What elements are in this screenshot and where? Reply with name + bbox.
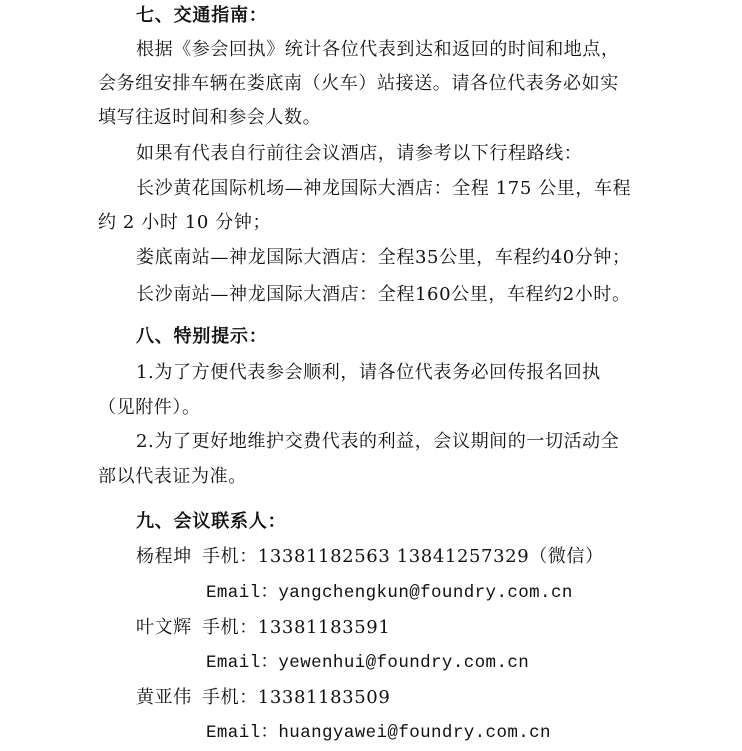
section-heading-notes: 八、特别提示： xyxy=(136,326,268,347)
contact-phone: 手机：13381183591 xyxy=(202,617,391,638)
contact-phone: 手机：13381182563 13841257329（微信） xyxy=(202,546,604,567)
contact-name: 杨程坤 xyxy=(136,546,192,567)
contact-phone-line xyxy=(136,545,604,569)
contact-email: Email：huangyawei@foundry.com.cn xyxy=(206,723,551,743)
contact-name: 黄亚伟 xyxy=(136,687,192,708)
route-line: 约 2 小时 10 分钟； xyxy=(98,212,272,233)
contact-phone-line xyxy=(136,686,390,710)
note-item-line: 1.为了方便代表参会顺利，请各位代表务必回传报名回执 xyxy=(136,362,601,383)
transport-self-travel-note: 如果有代表自行前往会议酒店，请参考以下行程路线： xyxy=(136,143,583,164)
contact-email: Email：yangchengkun@foundry.com.cn xyxy=(206,583,573,603)
note-item-line: 2.为了更好地维护交费代表的利益，会议期间的一切活动全 xyxy=(136,431,620,452)
contact-phone-line xyxy=(136,616,390,640)
section-heading-contacts: 九、会议联系人： xyxy=(136,511,287,532)
transport-paragraph-line: 填写往返时间和参会人数。 xyxy=(98,107,322,128)
section-heading-transport: 七、交通指南： xyxy=(136,5,268,26)
note-item-line: （见附件）。 xyxy=(98,397,201,418)
contact-name: 叶文辉 xyxy=(136,617,192,638)
route-line: 长沙黄花国际机场—神龙国际大酒店：全程 175 公里，车程 xyxy=(136,178,632,199)
contact-phone: 手机：13381183509 xyxy=(202,687,391,708)
transport-paragraph-line: 会务组安排车辆在娄底南（火车）站接送。请各位代表务必如实 xyxy=(98,73,619,94)
transport-paragraph-line: 根据《参会回执》统计各位代表到达和返回的时间和地点， xyxy=(136,39,620,60)
route-line: 长沙南站—神龙国际大酒店：全程160公里，车程约2小时。 xyxy=(136,284,631,305)
route-line: 娄底南站—神龙国际大酒店：全程35公里，车程约40分钟； xyxy=(136,247,631,268)
note-item-line: 部以代表证为准。 xyxy=(98,466,247,487)
contact-email: Email：yewenhui@foundry.com.cn xyxy=(206,653,530,673)
